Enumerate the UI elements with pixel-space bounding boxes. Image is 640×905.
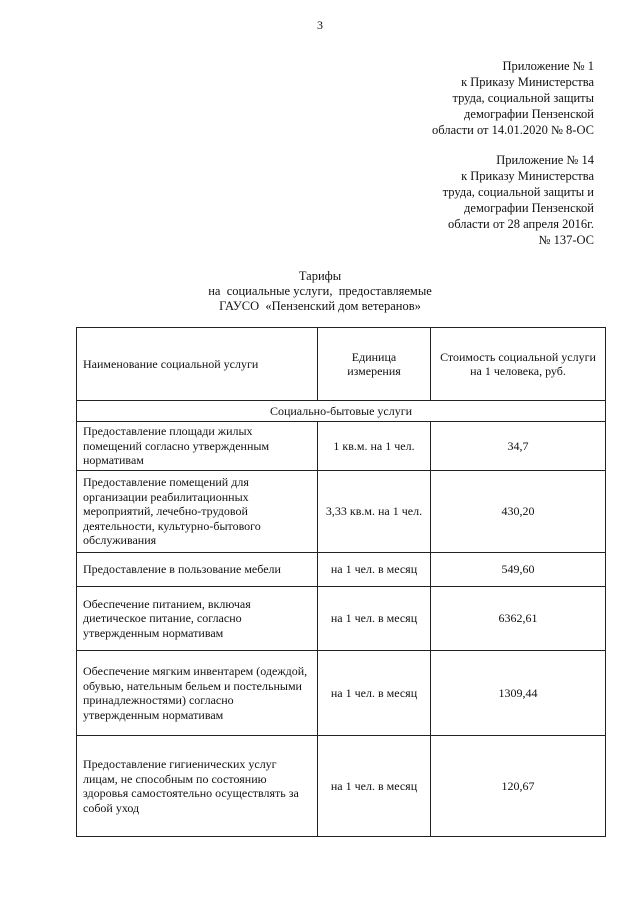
appendix-14-line: к Приказу Министерства [461,169,594,183]
service-cell: Обеспечение питанием, включая диетическое питание, согласно утвержденным нормативам [77,587,318,651]
table-row [77,422,606,471]
service-cell: Предоставление гигиенических услуг лицам, не способным по состоянию здоровья самостоятельно осуществлять за собой уход [77,736,318,837]
table-row [77,553,606,587]
unit-cell: на 1 чел. в месяц [318,553,431,587]
header-cost: Стоимость социальной услуги на 1 человека, руб. [431,328,606,401]
cost-cell: 430,20 [431,471,606,553]
header-unit: Единица измерения [318,328,431,401]
cost-cell: 6362,61 [431,587,606,651]
service-cell: Предоставление площади жилых помещений согласно утвержденным нормативам [77,422,318,471]
cost-cell: 120,67 [431,736,606,837]
page-number: 3 [317,18,323,32]
appendix-1-header [432,58,594,138]
table-row [77,736,606,837]
service-cell: Предоставление помещений для организации реабилитационных мероприятий, лечебно-трудовой деятельности, культурно-бытового обслуживания [77,471,318,553]
cost-cell: 549,60 [431,553,606,587]
section-row [77,401,606,422]
appendix-1-line: демографии Пензенской [464,107,594,121]
appendix-1-line: области от 14.01.2020 № 8-ОС [432,123,594,137]
cost-cell: 34,7 [431,422,606,471]
unit-cell: на 1 чел. в месяц [318,651,431,736]
title-line: Тарифы [298,269,342,283]
appendix-14-line: № 137-ОС [538,233,594,247]
service-cell: Предоставление в пользование мебели [77,553,318,587]
unit-cell: на 1 чел. в месяц [318,587,431,651]
header-service-name: Наименование социальной услуги [77,328,318,401]
unit-cell: 1 кв.м. на 1 чел. [318,422,431,471]
section-title: Социально-бытовые услуги [77,401,606,422]
document-title [0,269,640,314]
unit-cell: на 1 чел. в месяц [318,736,431,837]
appendix-14-line: демографии Пензенской [464,201,594,215]
table-row [77,471,606,553]
appendix-14-line: области от 28 апреля 2016г. [447,217,594,231]
appendix-14-header [443,152,594,248]
table-row [77,651,606,736]
tariffs-table [76,327,606,837]
title-line: на социальные услуги, предоставляемые [208,284,432,298]
unit-cell: 3,33 кв.м. на 1 чел. [318,471,431,553]
appendix-1-line: Приложение № 1 [502,59,594,73]
appendix-1-line: труда, социальной защиты [452,91,594,105]
title-line: ГАУСО «Пензенский дом ветеранов» [219,299,421,313]
table-header-row [77,328,606,401]
table-row [77,587,606,651]
appendix-14-line: труда, социальной защиты и [442,185,594,199]
appendix-1-line: к Приказу Министерства [461,75,594,89]
cost-cell: 1309,44 [431,651,606,736]
appendix-14-line: Приложение № 14 [496,153,594,167]
service-cell: Обеспечение мягким инвентарем (одеждой, обувью, нательным бельем и постельными принадлежностями) согласно утвержденным нормативам [77,651,318,736]
